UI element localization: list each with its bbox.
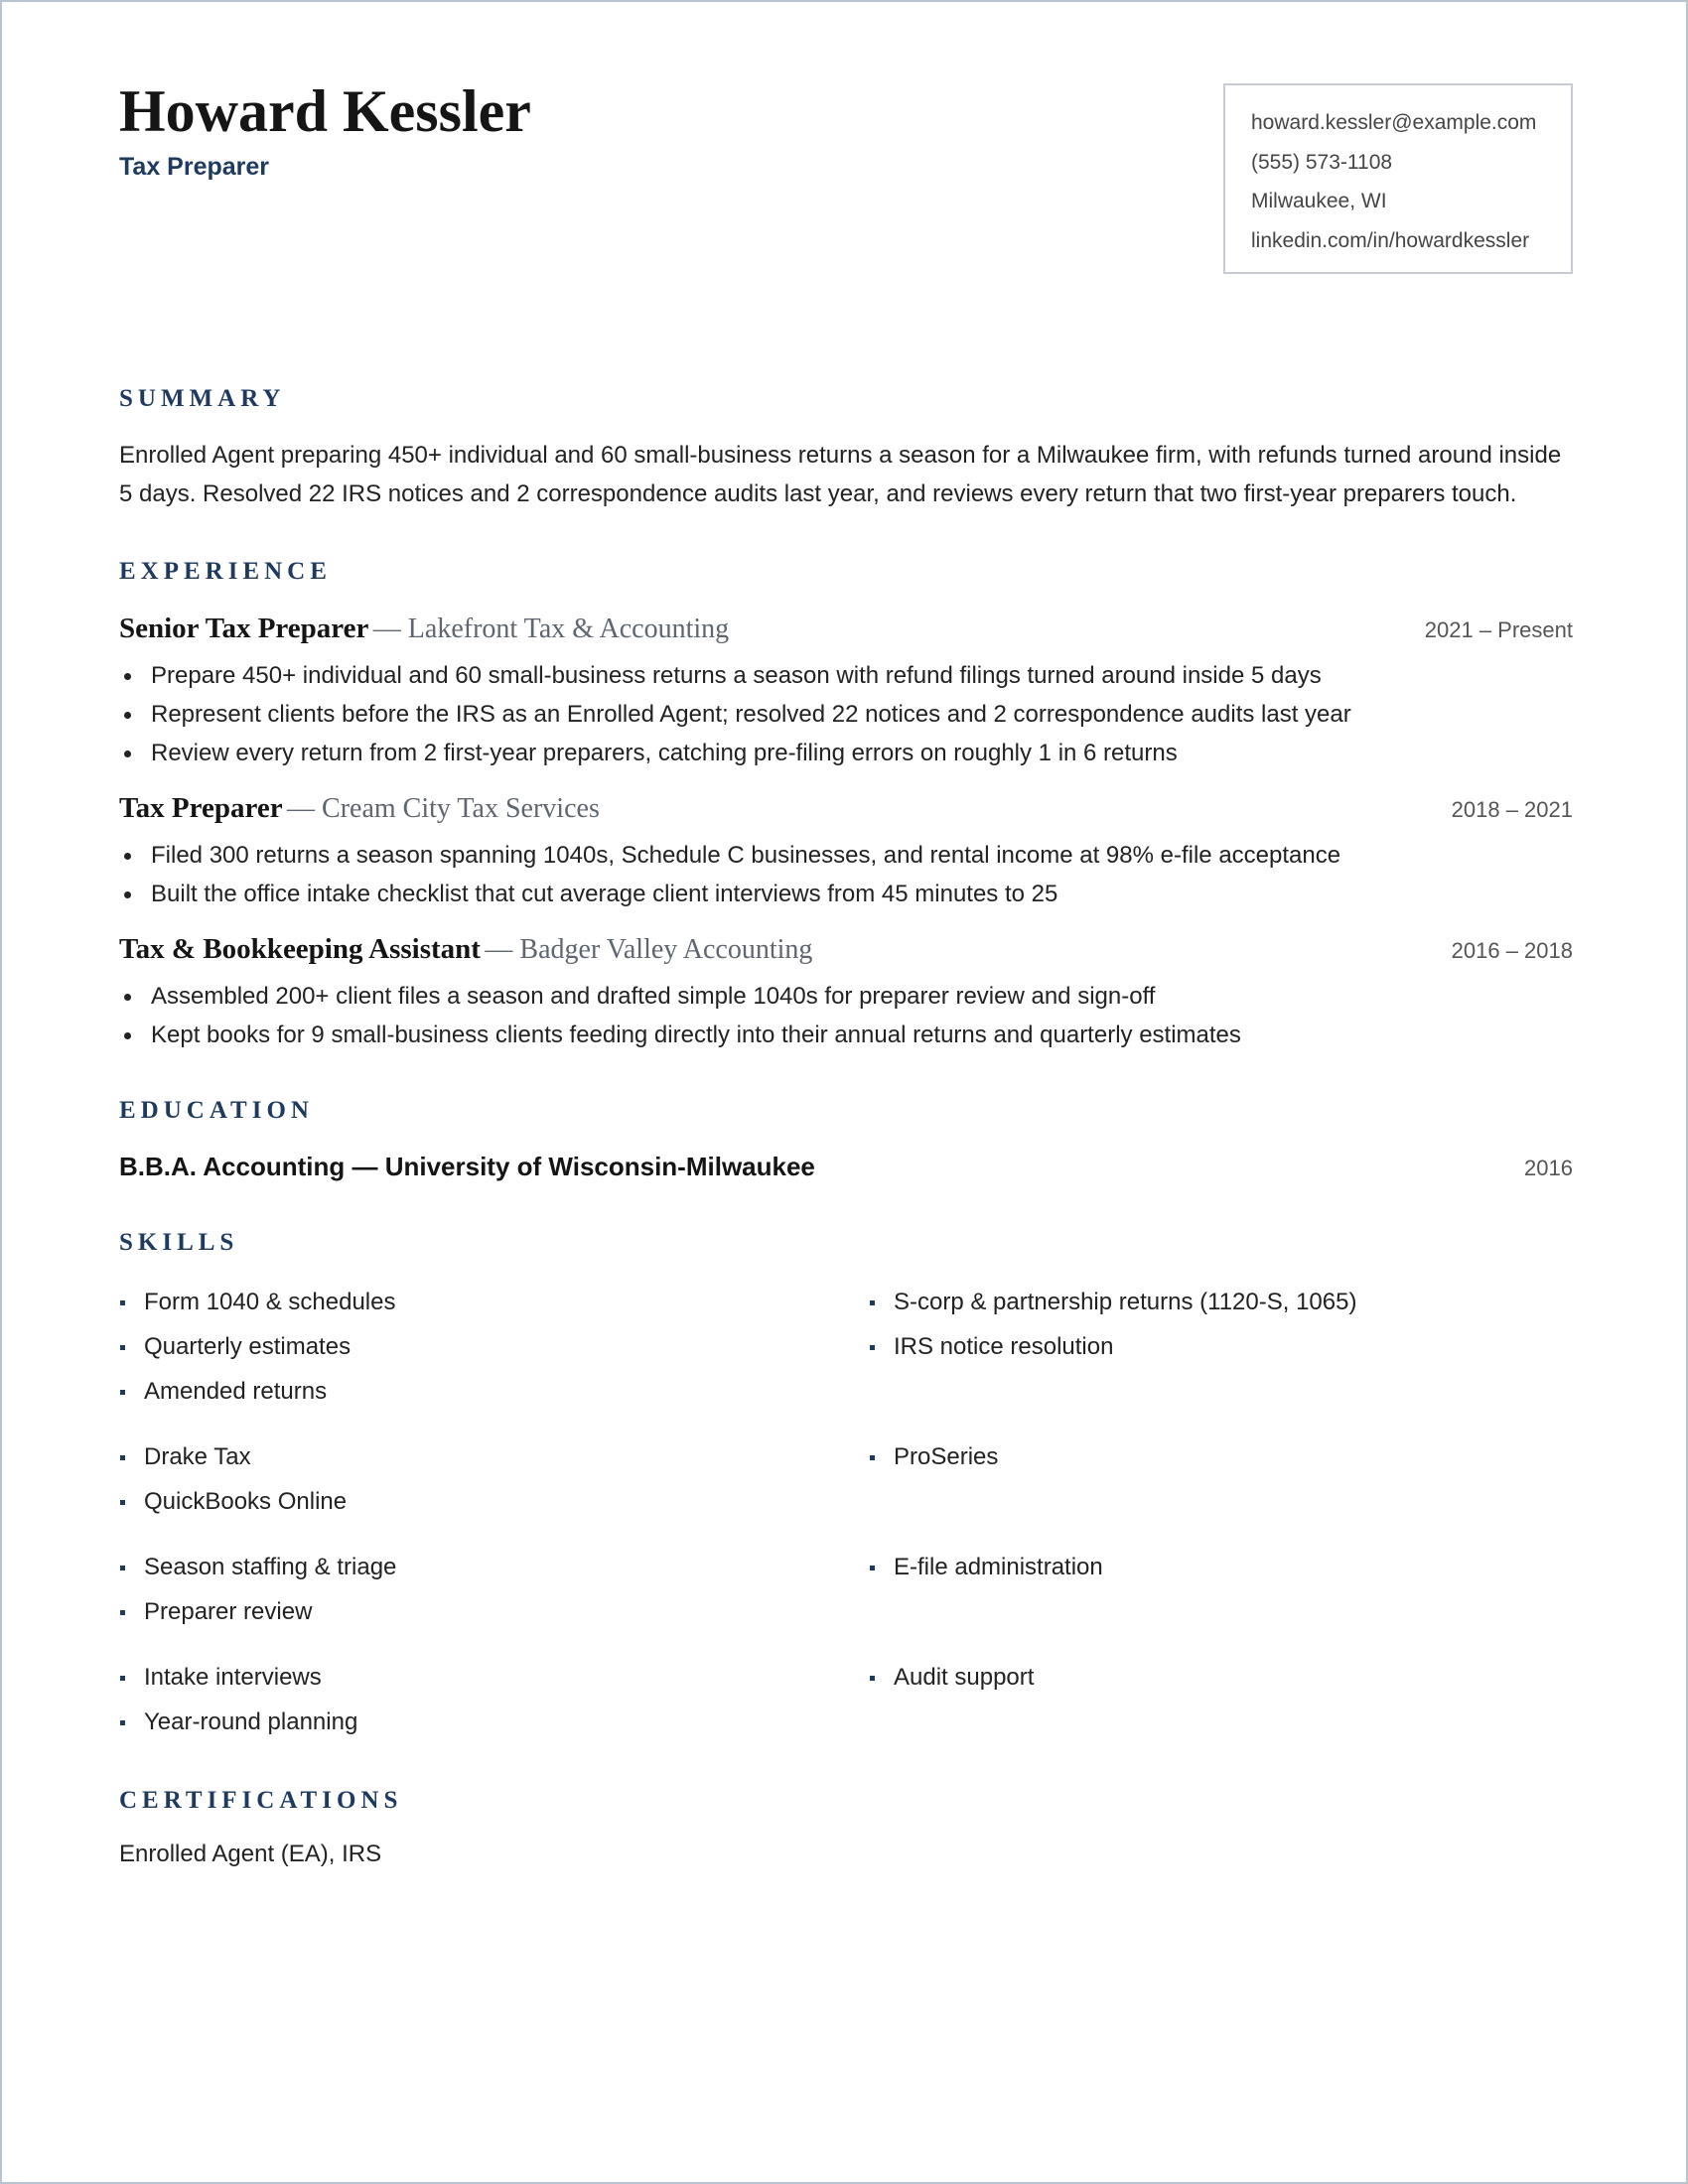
job-bullets [119,836,1573,913]
job-role: Senior Tax Preparer [119,613,369,644]
education-heading: EDUCATION [119,1097,314,1124]
education-entry [119,1152,1573,1182]
skill-column-right [869,1434,1573,1524]
skill-item: Form 1040 & schedules [119,1280,869,1324]
skill-column-left [119,1545,869,1634]
skill-column-left [119,1434,869,1524]
job-bullet: Review every return from 2 first-year preparers, catching pre-filing errors on roughly 1 in 6 returns [119,734,1573,772]
job-header [119,613,1573,648]
skill-item: IRS notice resolution [869,1324,1573,1369]
skill-column-left [119,1280,869,1414]
skill-column-right [869,1280,1573,1414]
job-company: — Lakefront Tax & Accounting [372,614,730,644]
skill-item: Amended returns [119,1369,869,1414]
skill-item: Quarterly estimates [119,1324,869,1369]
summary-text: Enrolled Agent preparing 450+ individual and 60 small-business returns a season for a Milwaukee firm, with refunds turned around inside 5 days. Resolved 22 IRS notices and 2 correspondence audits last year, and reviews every return that two first-year preparers touch. [119,442,1562,507]
skill-column-right [869,1655,1573,1744]
job-bullets [119,977,1573,1054]
job-bullet: Represent clients before the IRS as an Enrolled Agent; resolved 22 notices and 2 correspondence audits last year [119,695,1573,734]
job-header [119,792,1573,828]
summary-heading: SUMMARY [119,385,286,412]
job-entry [119,613,1573,772]
education-year: 2016 [1524,1156,1573,1180]
skill-item: Preparer review [119,1589,869,1634]
education-degree: B.B.A. Accounting — University of Wisconsin-Milwaukee [119,1152,815,1181]
skill-item: S-corp & partnership returns (1120-S, 1065) [869,1280,1573,1324]
skill-item: Year-round planning [119,1700,869,1744]
resume-content [119,71,1573,1871]
candidate-title: Tax Preparer [119,153,270,181]
skill-item: Drake Tax [119,1434,869,1479]
contact-phone: (555) 573-1108 [1251,150,1393,174]
job-header [119,933,1573,969]
job-company: — Badger Valley Accounting [485,934,813,965]
certification-item: Enrolled Agent (EA), IRS [119,1841,382,1867]
job-dates: 2018 – 2021 [1451,797,1573,822]
job-company: — Cream City Tax Services [287,793,600,824]
job-role: Tax Preparer [119,792,283,824]
contact-email[interactable]: howard.kessler@example.com [1251,111,1537,134]
job-bullet: Kept books for 9 small-business clients feeding directly into their annual returns and quarterly estimates [119,1016,1573,1054]
skill-column-left [119,1655,869,1744]
job-bullet: Prepare 450+ individual and 60 small-business returns a season with refund filings turned around inside 5 days [119,656,1573,695]
skills-list [119,1280,1573,1744]
skill-group [119,1545,1573,1634]
skill-item: E-file administration [869,1545,1573,1589]
certifications-heading: CERTIFICATIONS [119,1787,403,1814]
skill-item: QuickBooks Online [119,1479,869,1524]
contact-linkedin[interactable]: linkedin.com/in/howardkessler [1251,228,1530,252]
job-entry [119,933,1573,1054]
job-dates: 2021 – Present [1424,617,1573,642]
skill-item: Season staffing & triage [119,1545,869,1589]
skill-group [119,1280,1573,1414]
job-entry [119,792,1573,913]
job-dates: 2016 – 2018 [1451,938,1573,963]
contact-box [1223,83,1573,274]
job-bullets [119,656,1573,772]
job-bullet: Assembled 200+ client files a season and drafted simple 1040s for preparer review and sign-off [119,977,1573,1016]
skill-column-right [869,1545,1573,1634]
skill-item: ProSeries [869,1434,1573,1479]
job-role: Tax & Bookkeeping Assistant [119,933,481,965]
skill-item: Intake interviews [119,1655,869,1700]
contact-location: Milwaukee, WI [1251,190,1387,212]
skill-group [119,1655,1573,1744]
job-bullet: Filed 300 returns a season spanning 1040s, Schedule C businesses, and rental income at 98% e-file acceptance [119,836,1573,875]
experience-heading: EXPERIENCE [119,558,332,585]
job-bullet: Built the office intake checklist that cut average client interviews from 45 minutes to 25 [119,875,1573,913]
resume-header [119,71,1573,280]
skill-item: Audit support [869,1655,1573,1700]
skills-heading: SKILLS [119,1229,239,1256]
skill-group [119,1434,1573,1524]
candidate-name: Howard Kessler [119,78,531,144]
